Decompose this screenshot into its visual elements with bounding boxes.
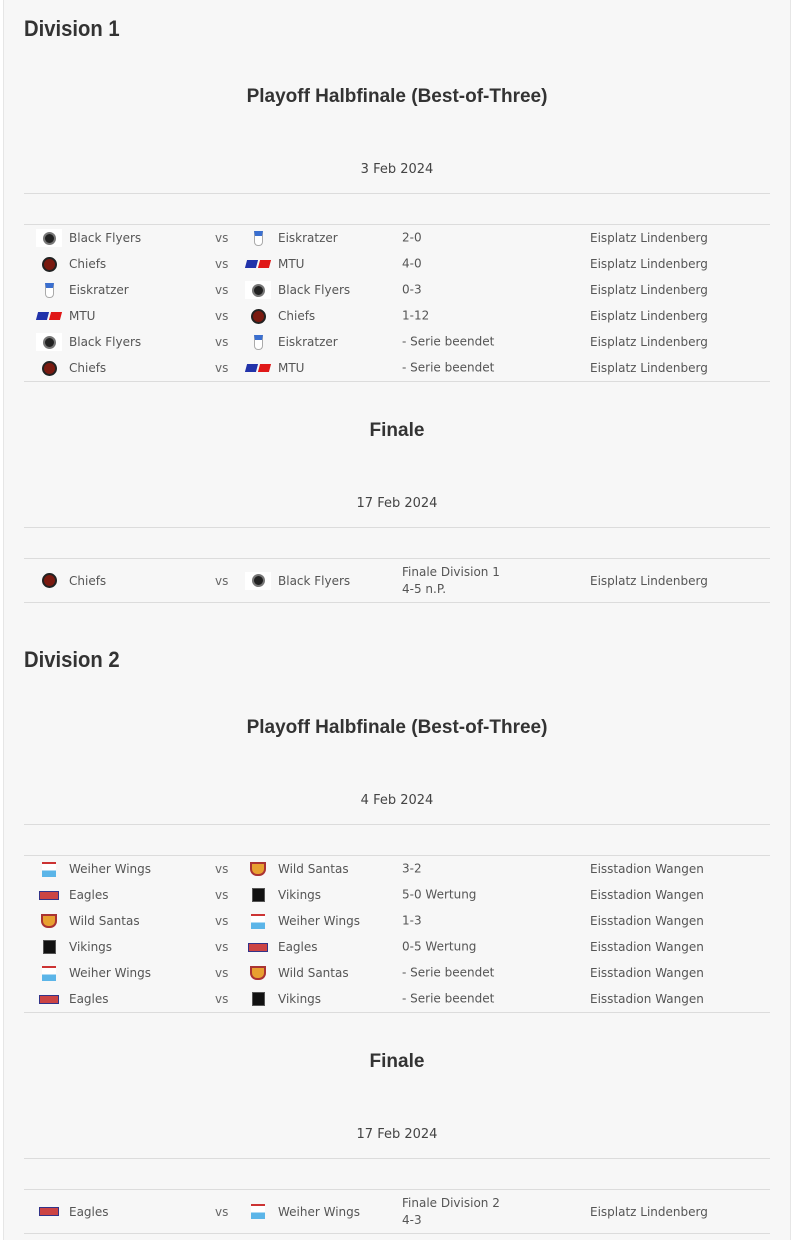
black-flyers-logo-icon	[36, 229, 62, 247]
game-row[interactable]	[24, 1190, 770, 1233]
round-title: Playoff Halbfinale (Best-of-Three)	[246, 86, 548, 107]
result-label: Finale Division 2	[402, 1195, 500, 1210]
away-team[interactable]: Black Flyers	[278, 573, 351, 588]
home-team[interactable]: Eagles	[69, 888, 109, 902]
wild-santas-logo-icon	[245, 860, 271, 878]
venue[interactable]: Eisplatz Lindenberg	[590, 231, 708, 245]
game-row[interactable]	[24, 355, 770, 381]
eiskratzer-logo-icon	[36, 281, 62, 299]
away-team[interactable]: MTU	[278, 257, 305, 271]
game-row[interactable]	[24, 251, 770, 277]
home-team[interactable]: Weiher Wings	[69, 966, 152, 980]
home-team[interactable]: Weiher Wings	[69, 862, 152, 876]
home-team[interactable]: Eiskratzer	[69, 283, 129, 297]
game-date: 4 Feb 2024	[24, 765, 770, 825]
game-row[interactable]	[24, 908, 770, 934]
away-team[interactable]: Eagles	[278, 940, 318, 954]
vs-label: vs	[215, 992, 229, 1006]
divider	[24, 528, 770, 559]
home-team[interactable]: Vikings	[69, 940, 113, 954]
game-row[interactable]	[24, 303, 770, 329]
game-row[interactable]	[24, 559, 770, 602]
division-title: Division 1	[24, 16, 120, 41]
venue[interactable]: Eisplatz Lindenberg	[590, 257, 708, 271]
venue[interactable]: Eisstadion Wangen	[590, 940, 704, 954]
division-section	[24, 0, 770, 603]
divider	[24, 194, 770, 225]
home-team[interactable]: Chiefs	[69, 573, 107, 588]
away-team[interactable]: Vikings	[278, 992, 322, 1006]
result-label: Finale Division 1	[402, 564, 500, 579]
game-date: 17 Feb 2024	[24, 456, 770, 528]
away-team[interactable]: Eiskratzer	[278, 231, 338, 245]
round-title: Finale	[369, 420, 425, 441]
away-team[interactable]: MTU	[278, 361, 305, 375]
black-flyers-logo-icon	[245, 572, 271, 590]
game-date: 3 Feb 2024	[24, 134, 770, 194]
mtu-logo-icon	[245, 359, 271, 377]
game-result: 0-3	[402, 282, 422, 297]
vikings-logo-icon	[245, 886, 271, 904]
vs-label: vs	[215, 914, 229, 928]
game-result: - Serie beendet	[402, 334, 495, 349]
away-team[interactable]: Vikings	[278, 888, 322, 902]
game-result: 4-0	[402, 256, 422, 271]
venue[interactable]: Eisstadion Wangen	[590, 966, 704, 980]
wild-santas-logo-icon	[245, 964, 271, 982]
game-row[interactable]	[24, 960, 770, 986]
home-team[interactable]: Eagles	[69, 1204, 109, 1219]
games-table	[24, 559, 770, 603]
weiher-wings-logo-icon	[36, 860, 62, 878]
chiefs-logo-icon	[245, 307, 271, 325]
game-result: - Serie beendet	[402, 991, 495, 1006]
venue[interactable]: Eisplatz Lindenberg	[590, 335, 708, 349]
game-result: 1-12	[402, 308, 430, 323]
black-flyers-logo-icon	[245, 281, 271, 299]
game-row[interactable]	[24, 277, 770, 303]
result-score: 4-5 n.P.	[402, 581, 447, 596]
game-row[interactable]	[24, 882, 770, 908]
home-team[interactable]: Black Flyers	[69, 231, 142, 245]
game-row[interactable]	[24, 986, 770, 1012]
mtu-logo-icon	[36, 307, 62, 325]
venue[interactable]: Eisplatz Lindenberg	[590, 1204, 708, 1219]
games-table	[24, 225, 770, 382]
weiher-wings-logo-icon	[36, 964, 62, 982]
eiskratzer-logo-icon	[245, 333, 271, 351]
vs-label: vs	[215, 361, 229, 375]
eagles-logo-icon	[36, 990, 62, 1008]
venue[interactable]: Eisplatz Lindenberg	[590, 283, 708, 297]
mtu-logo-icon	[245, 255, 271, 273]
divider	[24, 825, 770, 856]
away-team[interactable]: Wild Santas	[278, 966, 349, 980]
venue[interactable]: Eisplatz Lindenberg	[590, 309, 708, 323]
eagles-logo-icon	[245, 938, 271, 956]
home-team[interactable]: Black Flyers	[69, 335, 142, 349]
eagles-logo-icon	[36, 886, 62, 904]
game-result: 3-2	[402, 861, 422, 876]
vs-label: vs	[215, 573, 229, 588]
weiher-wings-logo-icon	[245, 1203, 271, 1221]
away-team[interactable]: Eiskratzer	[278, 335, 338, 349]
vs-label: vs	[215, 966, 229, 980]
away-team[interactable]: Weiher Wings	[278, 1204, 361, 1219]
division-title: Division 2	[24, 647, 120, 672]
home-team[interactable]: Chiefs	[69, 257, 107, 271]
game-result: 1-3	[402, 913, 422, 928]
eagles-logo-icon	[36, 1203, 62, 1221]
game-row[interactable]	[24, 225, 770, 251]
division-section	[24, 631, 770, 1234]
venue[interactable]: Eisstadion Wangen	[590, 914, 704, 928]
vikings-logo-icon	[36, 938, 62, 956]
game-result	[402, 564, 500, 598]
game-result: 0-5 Wertung	[402, 939, 477, 954]
round-title: Playoff Halbfinale (Best-of-Three)	[246, 717, 548, 738]
home-team[interactable]: Eagles	[69, 992, 109, 1006]
away-team[interactable]: Wild Santas	[278, 862, 349, 876]
game-date: 17 Feb 2024	[24, 1087, 770, 1159]
vs-label: vs	[215, 862, 229, 876]
game-result: - Serie beendet	[402, 965, 495, 980]
venue[interactable]: Eisstadion Wangen	[590, 992, 704, 1006]
away-team[interactable]: Chiefs	[278, 309, 316, 323]
game-result: 2-0	[402, 230, 422, 245]
chiefs-logo-icon	[36, 255, 62, 273]
vikings-logo-icon	[245, 990, 271, 1008]
game-row[interactable]	[24, 856, 770, 882]
vs-label: vs	[215, 888, 229, 902]
vs-label: vs	[215, 257, 229, 271]
game-result: 5-0 Wertung	[402, 887, 477, 902]
result-score: 4-3	[402, 1212, 422, 1227]
vs-label: vs	[215, 940, 229, 954]
venue[interactable]: Eisplatz Lindenberg	[590, 573, 708, 588]
home-team[interactable]: Wild Santas	[69, 914, 140, 928]
games-table	[24, 1190, 770, 1234]
round-title: Finale	[369, 1051, 425, 1072]
game-row[interactable]	[24, 329, 770, 355]
game-result: - Serie beendet	[402, 360, 495, 375]
vs-label: vs	[215, 335, 229, 349]
game-row[interactable]	[24, 934, 770, 960]
chiefs-logo-icon	[36, 572, 62, 590]
divider	[24, 1159, 770, 1190]
black-flyers-logo-icon	[36, 333, 62, 351]
game-result	[402, 1195, 500, 1229]
home-team[interactable]: MTU	[69, 309, 96, 323]
eiskratzer-logo-icon	[245, 229, 271, 247]
schedule-page	[3, 0, 791, 1240]
chiefs-logo-icon	[36, 359, 62, 377]
away-team[interactable]: Weiher Wings	[278, 914, 361, 928]
venue[interactable]: Eisstadion Wangen	[590, 888, 704, 902]
vs-label: vs	[215, 283, 229, 297]
games-table	[24, 856, 770, 1013]
venue[interactable]: Eisplatz Lindenberg	[590, 361, 708, 375]
wild-santas-logo-icon	[36, 912, 62, 930]
weiher-wings-logo-icon	[245, 912, 271, 930]
vs-label: vs	[215, 1204, 229, 1219]
vs-label: vs	[215, 231, 229, 245]
away-team[interactable]: Black Flyers	[278, 283, 351, 297]
venue[interactable]: Eisstadion Wangen	[590, 862, 704, 876]
vs-label: vs	[215, 309, 229, 323]
home-team[interactable]: Chiefs	[69, 361, 107, 375]
